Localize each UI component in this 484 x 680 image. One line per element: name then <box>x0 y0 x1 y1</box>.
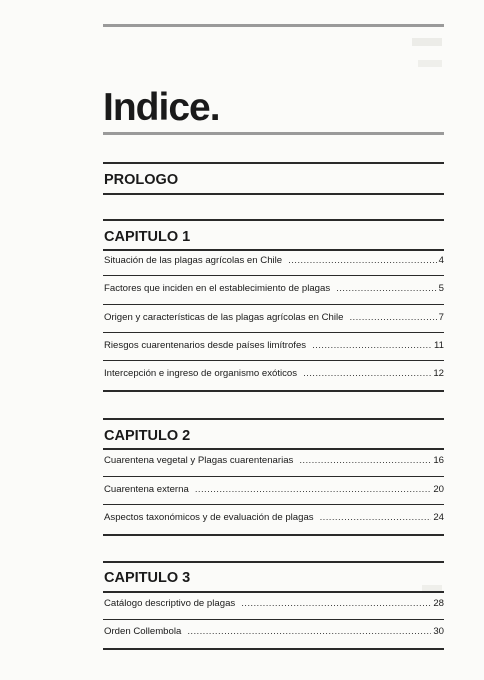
toc-page-number: 24 <box>433 512 444 523</box>
dot-leader <box>336 283 437 295</box>
bleed-through-mark <box>418 60 442 67</box>
toc-entry-text: Cuarentena vegetal y Plagas cuarentenarias <box>104 455 294 466</box>
toc-entry-text: Origen y características de las plagas agrícolas en Chile <box>104 312 344 323</box>
dot-leader <box>349 312 436 324</box>
dot-leader <box>299 455 431 467</box>
toc-page-number: 30 <box>433 626 444 637</box>
toc-entry-text: Situación de las plagas agrícolas en Chile <box>104 255 283 266</box>
section-rule <box>103 418 444 420</box>
dot-leader <box>187 626 431 638</box>
page-title: Indice. <box>103 86 220 129</box>
dot-leader <box>312 340 432 352</box>
entry-rule <box>103 476 444 477</box>
section-rule <box>103 534 444 536</box>
toc-entry-text: Intercepción e ingreso de organismo exóticos <box>104 368 298 379</box>
dot-leader <box>288 255 437 267</box>
toc-entry-text: Catálogo descriptivo de plagas <box>104 598 236 609</box>
toc-page-number: 5 <box>438 283 444 294</box>
toc-entry-text: Cuarentena externa <box>104 484 189 495</box>
section-rule <box>103 193 444 195</box>
toc-page-number: 20 <box>433 484 444 495</box>
toc-entry-text: Aspectos taxonómicos y de evaluación de plagas <box>104 512 314 523</box>
toc-entry-text: Orden Collembola <box>104 626 182 637</box>
dot-leader <box>320 512 432 524</box>
entry-rule <box>103 360 444 361</box>
toc-page-number: 28 <box>433 598 444 609</box>
toc-entry-text: Factores que inciden en el establecimiento de plagas <box>104 283 331 294</box>
entry-rule <box>103 304 444 305</box>
dot-leader <box>303 368 431 380</box>
dot-leader <box>195 484 432 496</box>
toc-page-number: 4 <box>438 255 444 266</box>
entry-rule <box>103 619 444 620</box>
entry-rule <box>103 504 444 505</box>
toc-entry <box>104 484 444 496</box>
toc-entry <box>104 312 444 324</box>
toc-entry <box>104 455 444 467</box>
toc-entry <box>104 255 444 267</box>
section-rule <box>103 219 444 221</box>
chapter-heading: CAPITULO 3 <box>104 570 191 586</box>
toc-page-number: 11 <box>434 340 444 351</box>
prologo-heading: PROLOGO <box>104 172 179 188</box>
section-rule <box>103 390 444 392</box>
toc-page-number: 12 <box>433 368 444 379</box>
section-rule <box>103 648 444 650</box>
chapter-heading: CAPITULO 2 <box>104 428 191 444</box>
toc-page-number: 16 <box>433 455 444 466</box>
toc-entry <box>104 598 444 610</box>
title-rule <box>103 132 444 135</box>
entry-rule <box>103 332 444 333</box>
toc-entry <box>104 283 444 295</box>
chapter-heading: CAPITULO 1 <box>104 229 191 245</box>
dot-leader <box>241 598 431 610</box>
bleed-through-mark <box>412 38 442 46</box>
section-rule <box>103 591 444 593</box>
toc-entry <box>104 512 444 524</box>
section-rule <box>103 448 444 450</box>
section-rule <box>103 162 444 164</box>
toc-entry <box>104 340 444 352</box>
section-rule <box>103 249 444 251</box>
top-rule <box>103 24 444 27</box>
toc-page-number: 7 <box>438 312 444 323</box>
toc-entry-text: Riesgos cuarentenarios desde países limítrofes <box>104 340 307 351</box>
section-rule <box>103 561 444 563</box>
toc-entry <box>104 368 444 380</box>
toc-entry <box>104 626 444 638</box>
entry-rule <box>103 275 444 276</box>
